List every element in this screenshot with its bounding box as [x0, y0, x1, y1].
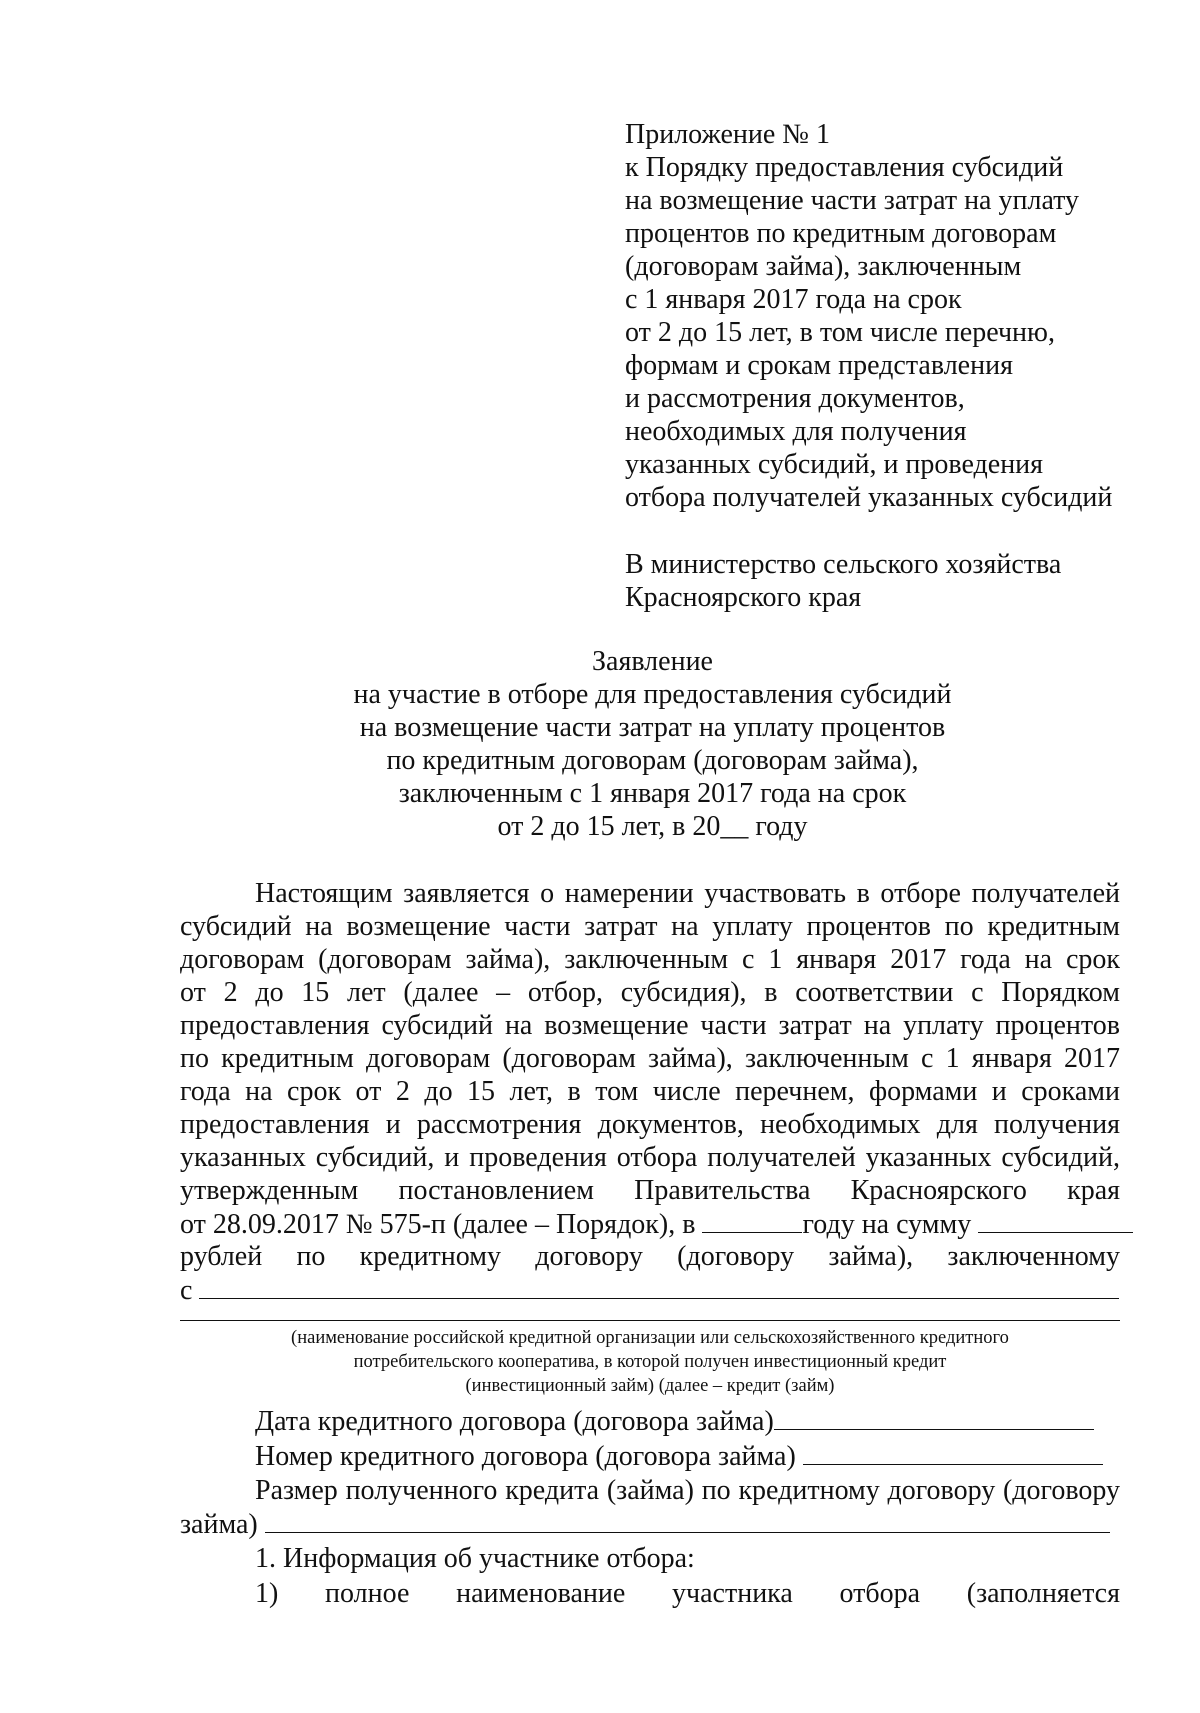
paragraph-line: предоставления и рассмотрения документов, необходимых для получения: [180, 1109, 1120, 1140]
addressee-line: Красноярского края: [625, 582, 862, 613]
paragraph-line: предоставления субсидий на возмещение части затрат на уплату процентов: [180, 1010, 1120, 1041]
title-line: на возмещение части затрат на уплату процентов: [359, 712, 946, 743]
title-line: заключенным с 1 января 2017 года на срок: [398, 778, 907, 809]
section-heading: 1. Информация об участнике отбора:: [255, 1543, 695, 1574]
paragraph-line: [180, 1207, 1120, 1240]
credit-fields: [180, 1404, 1120, 1610]
credit-size-label: Размер полученного кредита (займа) по кредитному договору (договору: [255, 1475, 1120, 1506]
appendix-line: и рассмотрения документов,: [625, 383, 965, 414]
lender-name-underline[interactable]: [180, 1320, 1120, 1321]
title-line: Заявление: [592, 646, 713, 677]
credit-number-label: Номер кредитного договора (договора займа): [255, 1441, 803, 1472]
title-line: от 2 до 15 лет, в 20__ году: [497, 811, 808, 842]
appendix-line: (договорам займа), заключенным: [625, 251, 1022, 282]
paragraph-line: от 2 до 15 лет (далее – отбор, субсидия), в соответствии с Порядком: [180, 977, 1120, 1008]
addressee: [625, 548, 1185, 614]
paragraph-line: Настоящим заявляется о намерении участвовать в отборе получателей: [255, 878, 1120, 909]
paragraph-line: субсидий на возмещение части затрат на уплату процентов по кредитным: [180, 911, 1120, 942]
credit-date-row: [180, 1404, 1120, 1439]
appendix-line: с 1 января 2017 года на срок: [625, 284, 962, 315]
paragraph-line: года на срок от 2 до 15 лет, в том числе перечнем, формами и сроками: [180, 1076, 1120, 1107]
appendix-line: необходимых для получения: [625, 416, 967, 447]
title-line: на участие в отборе для предоставления субсидий: [353, 679, 952, 710]
credit-number-field[interactable]: [803, 1439, 1103, 1465]
lender-name-blank-field[interactable]: [199, 1273, 1119, 1299]
caption-line: потребительского кооператива, в которой получен инвестиционный кредит: [353, 1352, 947, 1372]
appendix-line: формам и срокам представления: [625, 350, 1013, 381]
paragraph-line: утвержденным постановлением Правительства Красноярского края: [180, 1175, 1120, 1206]
field-caption: [180, 1326, 1120, 1398]
appendix-line: Приложение № 1: [625, 119, 830, 150]
paragraph-line: по кредитным договорам (договорам займа), заключенным с 1 января 2017: [180, 1043, 1120, 1074]
paragraph-line: рублей по кредитному договору (договору займа), заключенному: [180, 1241, 1120, 1272]
statement-paragraph: [180, 877, 1120, 1306]
credit-date-label: Дата кредитного договора (договора займа): [255, 1406, 774, 1437]
caption-line: (инвестиционный займ) (далее – кредит (займ): [465, 1376, 835, 1396]
caption-line: (наименование российской кредитной организации или сельскохозяйственного кредитного: [291, 1328, 1009, 1348]
document-title: [170, 645, 1135, 843]
appendix-line: к Порядку предоставления субсидий: [625, 152, 1064, 183]
appendix-line: процентов по кредитным договорам: [625, 218, 1057, 249]
paragraph-text: с: [180, 1275, 200, 1306]
year-blank-field[interactable]: [702, 1207, 802, 1233]
credit-date-field[interactable]: [774, 1404, 1094, 1430]
paragraph-line: договорам (договорам займа), заключенным с 1 января 2017 года на срок: [180, 944, 1120, 975]
appendix-line: указанных субсидий, и проведения: [625, 449, 1044, 480]
appendix-line: отбора получателей указанных субсидий: [625, 482, 1113, 513]
appendix-line: на возмещение части затрат на уплату: [625, 185, 1080, 216]
credit-size-label-cont: займа): [180, 1509, 265, 1540]
addressee-line: В министерство сельского хозяйства: [625, 549, 1062, 580]
appendix-line: от 2 до 15 лет, в том числе перечню,: [625, 317, 1055, 348]
paragraph-line: указанных субсидий, и проведения отбора получателей указанных субсидий,: [180, 1142, 1120, 1173]
credit-number-row: [180, 1439, 1120, 1474]
paragraph-line: [180, 1273, 1120, 1306]
credit-size-row: [180, 1507, 1120, 1542]
list-item: 1) полное наименование участника отбора (заполняется: [255, 1578, 1120, 1609]
paragraph-text: от 28.09.2017 № 575-п (далее – Порядок), в: [180, 1209, 703, 1240]
paragraph-text: году на сумму: [802, 1209, 979, 1240]
amount-blank-field[interactable]: [978, 1207, 1133, 1233]
credit-size-field[interactable]: [265, 1507, 1110, 1533]
appendix-header: [625, 118, 1185, 514]
title-line: по кредитным договорам (договорам займа),: [386, 745, 919, 776]
